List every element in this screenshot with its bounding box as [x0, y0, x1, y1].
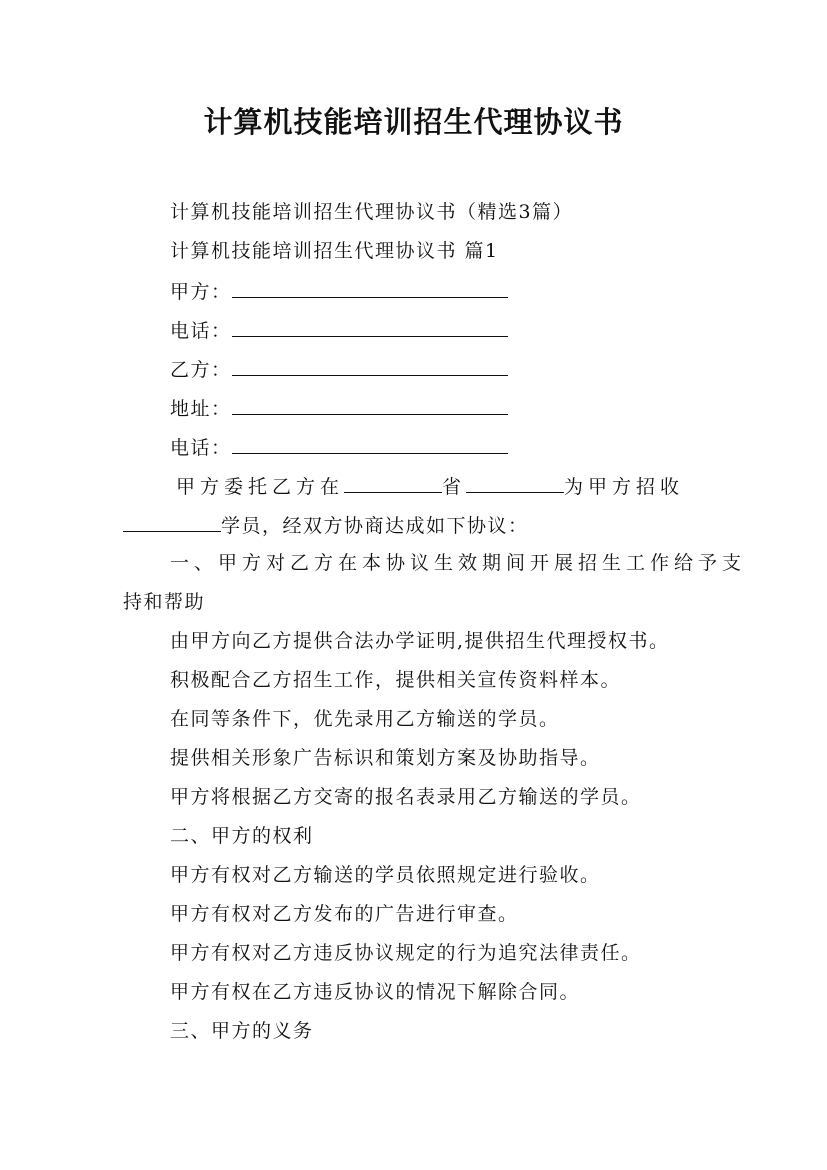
- field-label: 电话：: [170, 437, 232, 459]
- section-heading-obligations: 三、甲方的义务: [170, 1020, 314, 1042]
- field-address: [170, 394, 508, 422]
- paragraph: 由甲方向乙方提供合法办学证明,提供招生代理授权书。: [170, 630, 670, 652]
- paragraph: 一、甲方对乙方在本协议生效期间开展招生工作给予支: [170, 552, 747, 574]
- field-party-b: [170, 355, 508, 383]
- fill-blank: [232, 316, 508, 337]
- intro-text: 学员，经双方协商达成如下协议：: [221, 515, 529, 537]
- section-heading-rights: 二、甲方的权利: [170, 825, 314, 847]
- paragraph: 甲方有权对乙方违反协议规定的行为追究法律责任。: [170, 942, 642, 964]
- paragraph: 在同等条件下，优先录用乙方输送的学员。: [170, 708, 560, 730]
- field-label: 电话：: [170, 320, 232, 342]
- field-label: 乙方：: [170, 359, 232, 381]
- intro-line-2: [123, 511, 529, 539]
- fill-blank: [232, 394, 508, 415]
- section-heading: 计算机技能培训招生代理协议书 篇1: [170, 240, 499, 262]
- field-phone-b: [170, 433, 508, 461]
- fill-blank: [232, 277, 508, 298]
- fill-blank: [232, 355, 508, 376]
- intro-text: 省: [442, 476, 467, 498]
- intro-text: 为甲方招收: [564, 476, 685, 498]
- paragraph: 甲方有权对乙方输送的学员依照规定进行验收。: [170, 864, 601, 886]
- paragraph: 甲方有权在乙方违反协议的情况下解除合同。: [170, 981, 581, 1003]
- intro-text: 甲方委托乙方在: [176, 476, 345, 498]
- paragraph: 甲方有权对乙方发布的广告进行审查。: [170, 903, 519, 925]
- paragraph: 提供相关形象广告标识和策划方案及协助指导。: [170, 747, 601, 769]
- field-label: 地址：: [170, 398, 232, 420]
- field-party-a: [170, 277, 508, 305]
- document-subtitle: 计算机技能培训招生代理协议书（精选3篇）: [170, 201, 574, 223]
- paragraph: 甲方将根据乙方交寄的报名表录用乙方输送的学员。: [170, 786, 642, 808]
- fill-blank: [344, 472, 442, 493]
- document-title: 计算机技能培训招生代理协议书: [203, 105, 624, 139]
- paragraph: 持和帮助: [123, 591, 206, 613]
- fill-blank: [123, 511, 221, 532]
- fill-blank: [232, 433, 508, 454]
- fill-blank: [466, 472, 564, 493]
- field-label: 甲方：: [170, 281, 232, 303]
- intro-line-1: [176, 472, 684, 500]
- field-phone-a: [170, 316, 508, 344]
- paragraph: 积极配合乙方招生工作，提供相关宣传资料样本。: [170, 669, 622, 691]
